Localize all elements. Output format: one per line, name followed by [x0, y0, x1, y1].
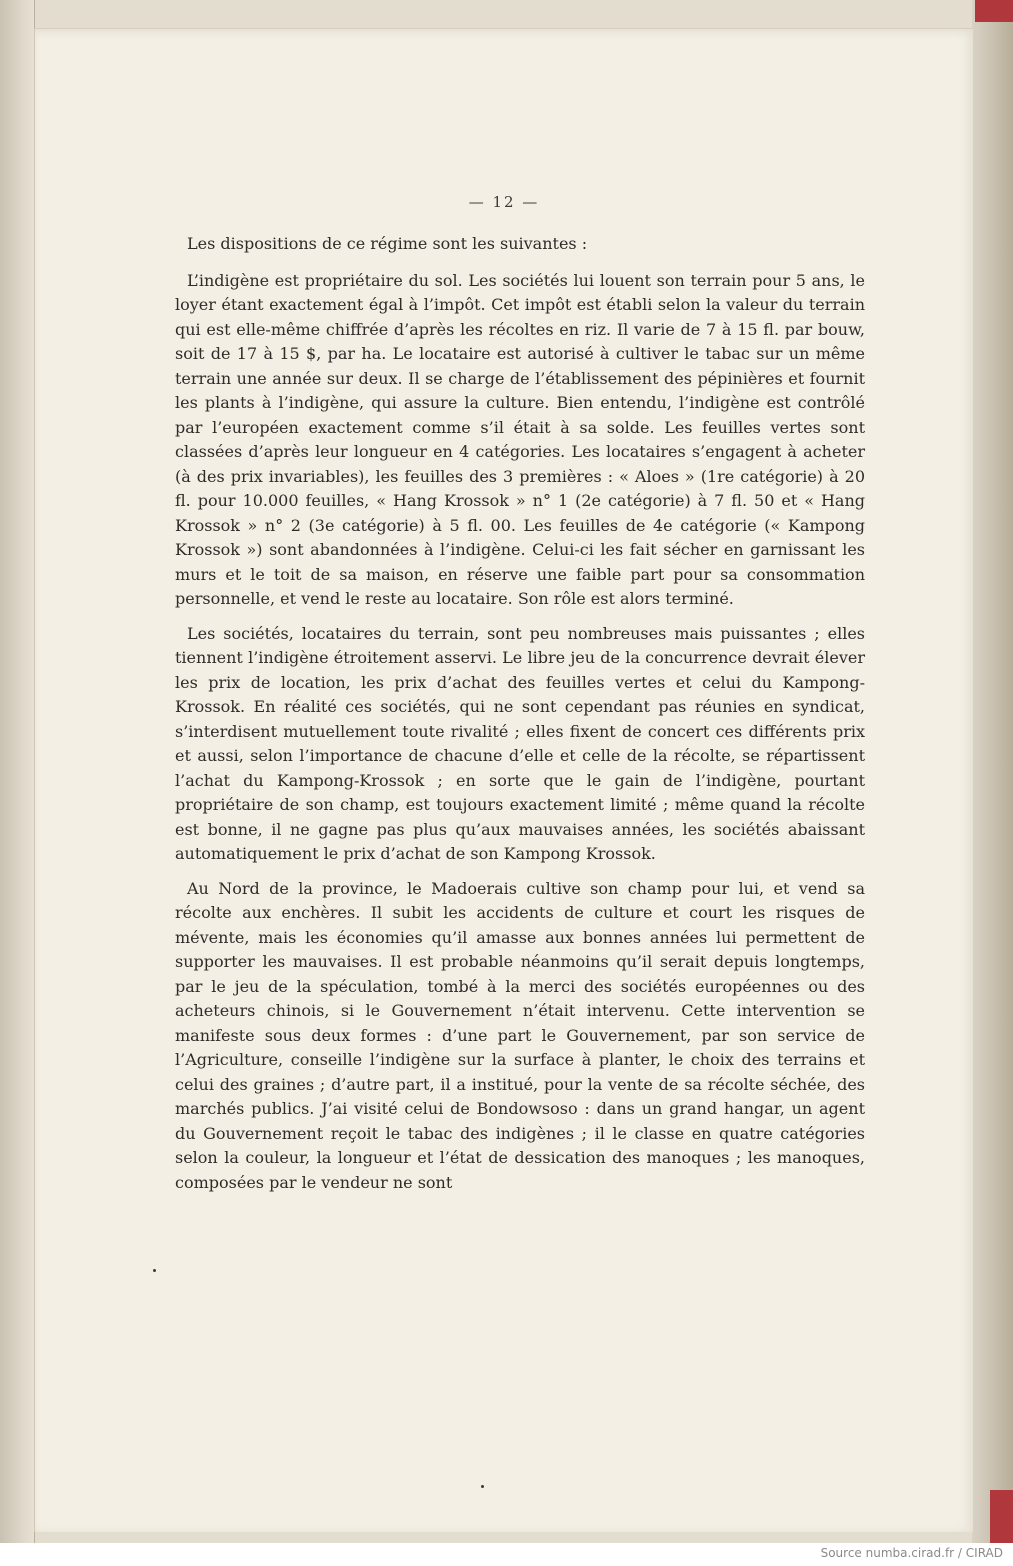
- red-binding-mark-bottom: [990, 1490, 1013, 1543]
- source-credit: Source numba.cirad.fr / CIRAD: [820, 1546, 1003, 1560]
- page-number: — 12 —: [468, 193, 540, 211]
- binding-edge: [972, 0, 1013, 1543]
- red-binding-mark-top: [975, 0, 1013, 22]
- paragraph-societies: Les sociétés, locataires du terrain, sont peu nombreuses mais puissantes ; elles tiennent l’indigène étroitement asservi. Le libre jeu de la concurrence devrait élever les prix de location, les prix d’achat des feuilles vertes et celui du Kampong-Krossok. En réalité ces sociétés, qui ne sont cependant pas réunies en syndicat, s’interdisent mutuellement toute rivalité ; elles fixent de concert ces différents prix et aussi, selon l’importance de chacune d’elle et celle de la récolte, se répartissent l’achat du Kampong-Krossok ; en sorte que le gain de l’indigène, pourtant propriétaire de son champ, est toujours exactement limité ; même quand la récolte est bonne, il ne gagne pas plus qu’aux mauvaises années, les sociétés abaissant automatiquement le prix d’achat de son Kampong Krossok.: [175, 623, 865, 863]
- paragraph-regime: L’indigène est propriétaire du sol. Les sociétés lui louent son terrain pour 5 ans, le loyer étant exactement égal à l’impôt. Cet impôt est établi selon la valeur du terrain qui est elle-même chiffrée d’après les récoltes en riz. Il varie de 7 à 15 fl. par bouw, soit de 17 à 15 $, par ha. Le locataire est autorisé à cultiver le tabac sur un même terrain une année sur deux. Il se charge de l’établissement des pépinières et fournit les plants à l’indigène, qui assure la culture. Bien entendu, l’indigène est contrôlé par l’européen exactement comme s’il était à sa solde. Les feuilles vertes sont classées d’après leur longueur en 4 catégories. Les locataires s’engagent à acheter (à des prix invariables), les feuilles des 3 premières : « Aloes » (1re catégorie) à 20 fl. pour 10.000 feuilles, « Hang Krossok » n° 1 (2e catégorie) à 7 fl. 50 et « Hang Krossok » n° 2 (3e catégorie) à 5 fl. 00. Les feuilles de 4e catégorie (« Kampong Krossok ») sont abandonnées à l’indigène. Celui-ci les fait sécher en garnissant les murs et le toit de sa maison, en réserve une faible part pour sa consommation personnelle, et vend le reste au locataire. Son rôle est alors terminé.: [175, 270, 865, 608]
- previous-page-edge: [0, 0, 35, 1543]
- ink-speck: [481, 1485, 484, 1488]
- book-page: [34, 28, 973, 1532]
- ink-speck: [153, 1269, 156, 1272]
- paragraph-intro: Les dispositions de ce régime sont les suivantes :: [187, 234, 588, 253]
- page-body: [175, 232, 865, 1205]
- paragraph-north-province: Au Nord de la province, le Madoerais cultive son champ pour lui, et vend sa récolte aux enchères. Il subit les accidents de culture et court les risques de mévente, mais les économies qu’il amasse aux bonnes années lui permettent de supporter les mauvaises. Il est probable néanmoins qu’il serait depuis longtemps, par le jeu de la spéculation, tombé à la merci des sociétés européennes ou des acheteurs chinois, si le Gouvernement n’était intervenu. Cette intervention se manifeste sous deux formes : d’une part le Gouvernement, par son service de l’Agriculture, conseille l’indigène sur la surface à planter, le choix des terrains et celui des graines ; d’autre part, il a institué, pour la vente de sa récolte séchée, des marchés publics. J’ai visité celui de Bondowsoso : dans un grand hangar, un agent du Gouvernement reçoit le tabac des indigènes ; il le classe en quatre catégories selon la couleur, la longueur et l’état de dessication des manoques ; les manoques, composées par le vendeur ne sont: [175, 878, 865, 1192]
